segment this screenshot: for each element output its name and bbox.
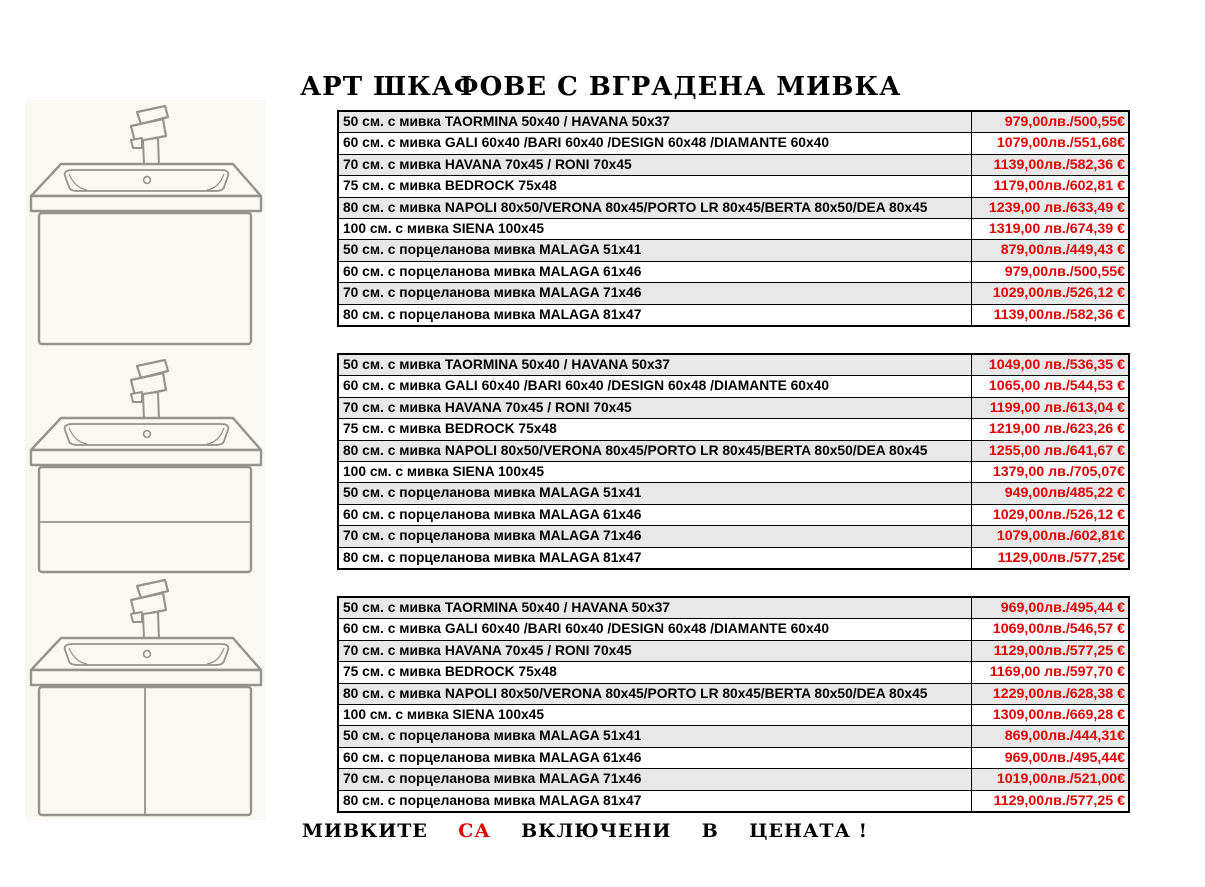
product-label: 60 см. с порцеланова мивка MALAGA 61x46 bbox=[343, 263, 642, 279]
product-label: 70 см. с порцеланова мивка MALAGA 71x46 bbox=[343, 771, 642, 787]
table-row bbox=[339, 282, 1128, 303]
footer-word: ВКЛЮЧЕНИ bbox=[521, 820, 672, 842]
price-value: 1239,00 лв./633,49 € bbox=[971, 198, 1128, 218]
table-row bbox=[339, 218, 1128, 239]
price-value: 1049,00 лв./536,35 € bbox=[971, 355, 1128, 375]
footer-word: МИВКИТЕ bbox=[302, 820, 428, 842]
table-row bbox=[339, 598, 1128, 618]
price-table-2 bbox=[337, 353, 1130, 570]
price-value: 949,00лв/485,22 € bbox=[971, 483, 1128, 503]
price-value: 1379,00 лв./705,07€ bbox=[971, 462, 1128, 482]
table-row bbox=[339, 397, 1128, 418]
footer-word: В bbox=[701, 820, 719, 842]
table-row bbox=[339, 304, 1128, 325]
table-row bbox=[339, 661, 1128, 682]
product-label: 80 см. с порцеланова мивка MALAGA 81x47 bbox=[343, 306, 642, 322]
price-value: 969,00лв./495,44€ bbox=[971, 748, 1128, 768]
product-label: 60 см. с мивка GALI 60x40 /BARI 60x40 /DESIGN 60x48 /DIAMANTE 60x40 bbox=[343, 621, 829, 637]
table-row bbox=[339, 261, 1128, 282]
table-row bbox=[339, 461, 1128, 482]
table-row bbox=[339, 525, 1128, 546]
footer-note bbox=[302, 820, 868, 842]
vanity-sink-drawing bbox=[25, 574, 265, 820]
price-value: 1029,00лв./526,12 € bbox=[971, 283, 1128, 303]
price-value: 879,00лв./449,43 € bbox=[971, 240, 1128, 260]
footer-word-highlight: СА bbox=[458, 820, 491, 842]
page-title: АРТ ШКАФОВЕ С ВГРАДЕНА МИВКА bbox=[300, 72, 902, 102]
product-label: 70 см. с мивка HAVANA 70x45 / RONI 70x45 bbox=[343, 399, 632, 415]
cabinet-illustrations-panel bbox=[25, 100, 265, 820]
footer-word: ЦЕНАТА ! bbox=[749, 820, 868, 842]
product-label: 70 см. с порцеланова мивка MALAGA 71x46 bbox=[343, 528, 642, 544]
product-label: 50 см. с мивка TAORMINA 50x40 / HAVANA 50x37 bbox=[343, 114, 670, 129]
price-value: 1079,00лв./602,81€ bbox=[971, 526, 1128, 546]
price-value: 1199,00 лв./613,04 € bbox=[971, 398, 1128, 418]
price-value: 1019,00лв./521,00€ bbox=[971, 769, 1128, 789]
price-value: 1129,00лв./577,25 € bbox=[971, 641, 1128, 661]
table-row bbox=[339, 683, 1128, 704]
table-row bbox=[339, 704, 1128, 725]
table-row bbox=[339, 504, 1128, 525]
vanity-illustration-single-front bbox=[25, 100, 265, 352]
price-value: 1319,00 лв./674,39 € bbox=[971, 219, 1128, 239]
product-label: 60 см. с мивка GALI 60x40 /BARI 60x40 /DESIGN 60x48 /DIAMANTE 60x40 bbox=[343, 135, 829, 151]
product-label: 50 см. с мивка TAORMINA 50x40 / HAVANA 50x37 bbox=[343, 600, 670, 615]
table-row bbox=[339, 132, 1128, 153]
table-row bbox=[339, 618, 1128, 639]
product-label: 80 см. с мивка NAPOLI 80x50/VERONA 80x45/PORTO LR 80x45/BERTA 80x50/DEA 80x45 bbox=[343, 199, 928, 215]
table-row bbox=[339, 355, 1128, 375]
table-row bbox=[339, 418, 1128, 439]
price-value: 1079,00лв./551,68€ bbox=[971, 133, 1128, 153]
table-row bbox=[339, 197, 1128, 218]
product-label: 75 см. с мивка BEDROCK 75x48 bbox=[343, 421, 557, 437]
product-label: 80 см. с мивка NAPOLI 80x50/VERONA 80x45/PORTO LR 80x45/BERTA 80x50/DEA 80x45 bbox=[343, 442, 928, 458]
price-value: 1255,00 лв./641,67 € bbox=[971, 441, 1128, 461]
price-value: 1129,00лв./577,25€ bbox=[971, 548, 1128, 568]
product-label: 80 см. с порцеланова мивка MALAGA 81x47 bbox=[343, 792, 642, 808]
price-value: 1219,00 лв./623,26 € bbox=[971, 419, 1128, 439]
product-label: 80 см. с порцеланова мивка MALAGA 81x47 bbox=[343, 549, 642, 565]
price-value: 1229,00лв./628,38 € bbox=[971, 684, 1128, 704]
product-label: 60 см. с порцеланова мивка MALAGA 61x46 bbox=[343, 506, 642, 522]
product-label: 75 см. с мивка BEDROCK 75x48 bbox=[343, 664, 557, 680]
product-label: 75 см. с мивка BEDROCK 75x48 bbox=[343, 178, 557, 194]
table-row bbox=[339, 154, 1128, 175]
price-value: 969,00лв./495,44 € bbox=[971, 598, 1128, 618]
price-value: 1139,00лв./582,36 € bbox=[971, 155, 1128, 175]
product-label: 100 см. с мивка SIENA 100x45 bbox=[343, 463, 545, 479]
vanity-illustration-two-doors bbox=[25, 574, 265, 820]
price-value: 979,00лв./500,55€ bbox=[971, 112, 1128, 132]
vanity-illustration-two-drawers bbox=[25, 354, 265, 578]
product-label: 60 см. с порцеланова мивка MALAGA 61x46 bbox=[343, 749, 642, 765]
price-value: 1139,00лв./582,36 € bbox=[971, 305, 1128, 325]
product-label: 70 см. с порцеланова мивка MALAGA 71x46 bbox=[343, 285, 642, 301]
product-label: 70 см. с мивка HAVANA 70x45 / RONI 70x45 bbox=[343, 156, 632, 172]
table-row bbox=[339, 112, 1128, 132]
table-row bbox=[339, 239, 1128, 260]
product-label: 50 см. с порцеланова мивка MALAGA 51x41 bbox=[343, 485, 642, 501]
price-value: 1069,00лв./546,57 € bbox=[971, 619, 1128, 639]
vanity-sink-drawing bbox=[25, 354, 265, 578]
table-row bbox=[339, 547, 1128, 568]
price-value: 1169,00 лв./597,70 € bbox=[971, 662, 1128, 682]
table-row bbox=[339, 175, 1128, 196]
product-label: 50 см. с порцеланова мивка MALAGA 51x41 bbox=[343, 242, 642, 258]
table-row bbox=[339, 440, 1128, 461]
table-row bbox=[339, 747, 1128, 768]
price-table-1 bbox=[337, 110, 1130, 327]
product-label: 100 см. с мивка SIENA 100x45 bbox=[343, 706, 545, 722]
product-label: 100 см. с мивка SIENA 100x45 bbox=[343, 220, 545, 236]
price-value: 1179,00лв./602,81 € bbox=[971, 176, 1128, 196]
price-value: 1129,00лв./577,25 € bbox=[971, 791, 1128, 811]
product-label: 80 см. с мивка NAPOLI 80x50/VERONA 80x45/PORTO LR 80x45/BERTA 80x50/DEA 80x45 bbox=[343, 685, 928, 701]
price-value: 979,00лв./500,55€ bbox=[971, 262, 1128, 282]
table-row bbox=[339, 375, 1128, 396]
product-label: 60 см. с мивка GALI 60x40 /BARI 60x40 /DESIGN 60x48 /DIAMANTE 60x40 bbox=[343, 378, 829, 394]
table-row bbox=[339, 640, 1128, 661]
price-value: 1309,00лв./669,28 € bbox=[971, 705, 1128, 725]
table-row bbox=[339, 482, 1128, 503]
product-label: 50 см. с мивка TAORMINA 50x40 / HAVANA 50x37 bbox=[343, 357, 670, 372]
product-label: 50 см. с порцеланова мивка MALAGA 51x41 bbox=[343, 728, 642, 744]
price-table-3 bbox=[337, 596, 1130, 813]
price-value: 1029,00лв./526,12 € bbox=[971, 505, 1128, 525]
product-label: 70 см. с мивка HAVANA 70x45 / RONI 70x45 bbox=[343, 642, 632, 658]
table-row bbox=[339, 768, 1128, 789]
table-row bbox=[339, 725, 1128, 746]
price-value: 1065,00 лв./544,53 € bbox=[971, 376, 1128, 396]
vanity-sink-drawing bbox=[25, 100, 265, 352]
price-value: 869,00лв./444,31€ bbox=[971, 726, 1128, 746]
table-row bbox=[339, 790, 1128, 811]
